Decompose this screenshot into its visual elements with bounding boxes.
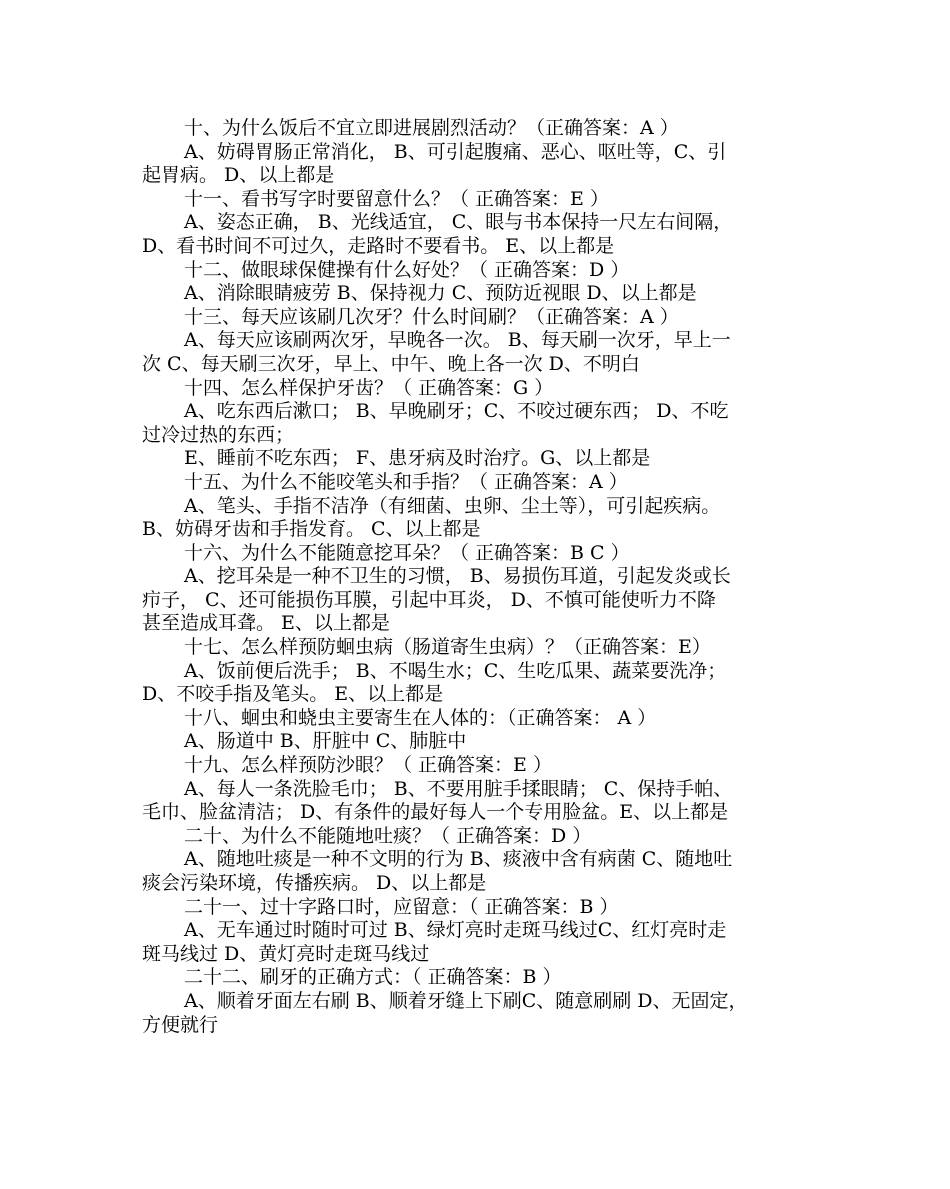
answer-options: A、肠道中 B、肝脏中 C、肺脏中 <box>184 730 467 753</box>
answer-options: A、挖耳朵是一种不卫生的习惯， B、易损伤耳道，引起发炎或长 <box>184 565 731 588</box>
question-15: 十五、为什么不能咬笔头和手指？（ 正确答案：A ） <box>184 470 628 493</box>
answer-options-continued: 痰会污染环境，传播疾病。 D、以上都是 <box>142 872 487 894</box>
question-17: 十七、怎么样预防蛔虫病（肠道寄生虫病）？（正确答案：E） <box>184 636 711 659</box>
question-21: 二十一、过十字路口时，应留意：（ 正确答案：B ） <box>184 895 619 918</box>
question-11: 十一、看书写字时要留意什么？（ 正确答案：E ） <box>184 187 609 210</box>
answer-options: A、饭前便后洗手； B、不喝生水；C、生吃瓜果、蔬菜要洗净； <box>184 659 727 682</box>
answer-options-continued: 方便就行 <box>142 1013 219 1036</box>
answer-options-continued: 过冷过热的东西； <box>142 423 295 446</box>
question-19: 十九、怎么样预防沙眼？（ 正确答案：E ） <box>184 754 552 777</box>
answer-options: A、妨碍胃肠正常消化， B、可引起腹痛、恶心、呕吐等，C、引 <box>184 140 727 163</box>
answer-options: E、睡前不吃东西； F、患牙病及时治疗。G、以上都是 <box>184 447 651 470</box>
answer-options: A、顺着牙面左右刷 B、顺着牙缝上下刷C、随意刷刷 D、无固定， <box>184 989 748 1012</box>
question-10: 十、为什么饭后不宜立即进展剧烈活动？（正确答案：A ） <box>184 117 679 139</box>
answer-options-continued: 甚至造成耳聋。 E、以上都是 <box>142 612 390 635</box>
answer-options-continued: D、不咬手指及笔头。 E、以上都是 <box>142 683 444 706</box>
question-16: 十六、为什么不能随意挖耳朵？（ 正确答案：B C ） <box>184 541 630 564</box>
question-12: 十二、做眼球保健操有什么好处？（ 正确答案：D ） <box>184 258 630 281</box>
answer-options: A、姿态正确， B、光线适宜， C、眼与书本保持一尺左右间隔， <box>184 211 733 234</box>
question-18: 十八、蛔虫和蛲虫主要寄生在人体的：（正确答案： A ） <box>184 706 657 729</box>
answer-options-continued: 毛巾、脸盆清洁； D、有条件的最好每人一个专用脸盆。E、以上都是 <box>142 801 729 824</box>
answer-options: A、每人一条洗脸毛巾； B、不要用脏手揉眼睛； C、保持手帕、 <box>184 777 733 800</box>
answer-options-continued: 斑马线过 D、黄灯亮时走斑马线过 <box>142 942 430 965</box>
answer-options: A、消除眼睛疲劳 B、保持视力 C、预防近视眼 D、以上都是 <box>184 282 697 305</box>
answer-options-continued: 起胃病。 D、以上都是 <box>142 164 335 187</box>
document-body <box>142 117 814 1037</box>
answer-options-continued: B、妨碍牙齿和手指发育。 C、以上都是 <box>142 518 481 541</box>
answer-options: A、吃东西后漱口； B、早晚刷牙；C、不咬过硬东西； D、不吃 <box>184 400 729 423</box>
answer-options: A、每天应该刷两次牙，早晚各一次。 B、每天刷一次牙，早上一 <box>184 329 731 352</box>
question-14: 十四、怎么样保护牙齿？（ 正确答案：G ） <box>184 376 554 399</box>
answer-options: A、无车通过时随时可过 B、绿灯亮时走斑马线过C、红灯亮时走 <box>184 919 727 942</box>
answer-options-continued: 疖子， C、还可能损伤耳膜，引起中耳炎， D、不慎可能使听力不降 <box>142 588 716 611</box>
question-22: 二十二、刷牙的正确方式：（ 正确答案：B ） <box>184 966 562 989</box>
question-20: 二十、为什么不能随地吐痰？（ 正确答案：D ） <box>184 824 592 847</box>
answer-options-continued: 次 C、每天刷三次牙，早上、中午、晚上各一次 D、不明白 <box>142 352 640 375</box>
answer-options: A、随地吐痰是一种不文明的行为 B、痰液中含有病菌 C、随地吐 <box>184 848 733 871</box>
answer-options: A、笔头、手指不洁净（有细菌、虫卵、尘土等），可引起疾病。 <box>184 494 721 517</box>
question-13: 十三、每天应该刷几次牙？什么时间刷？（正确答案：A ） <box>184 305 679 328</box>
answer-options-continued: D、看书时间不可过久，走路时不要看书。 E、以上都是 <box>142 234 615 257</box>
